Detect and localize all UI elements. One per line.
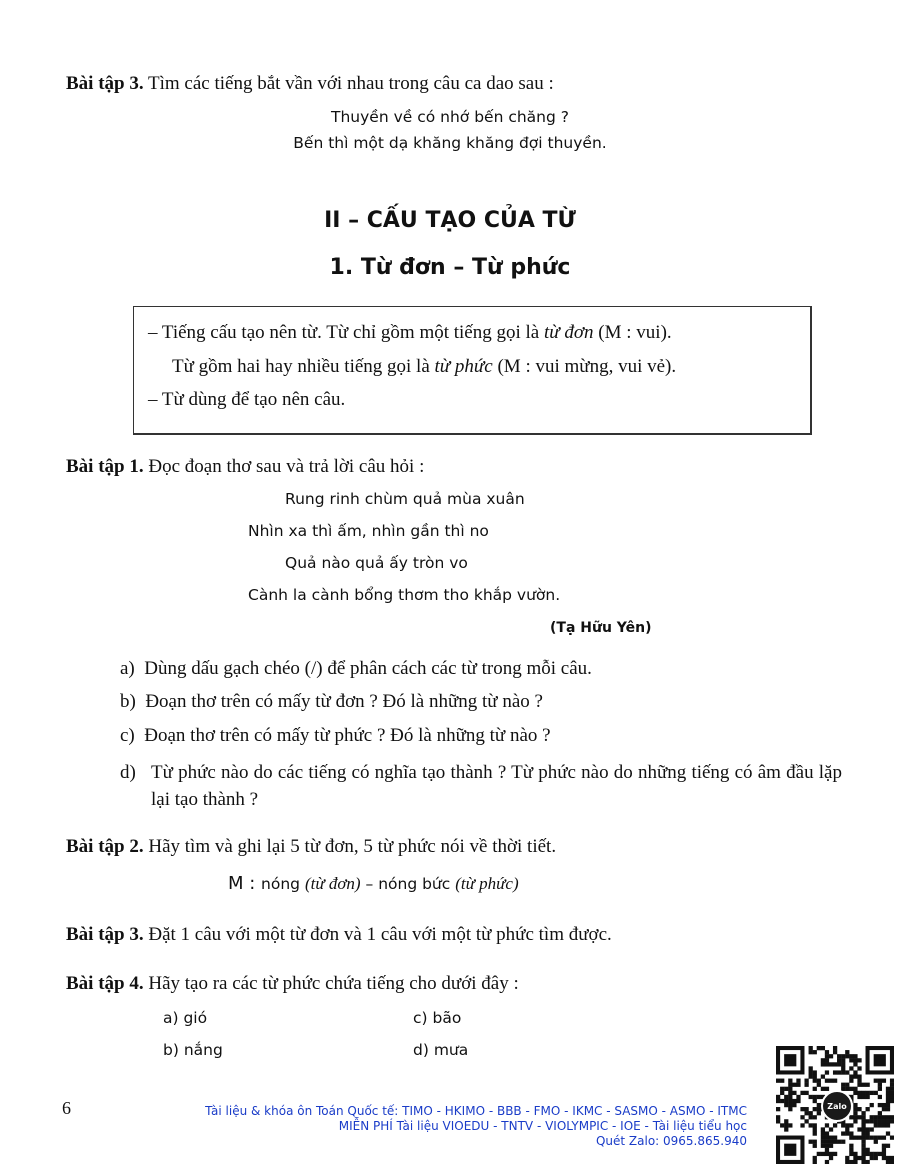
poem-line: Quả nào quả ấy tròn vo: [285, 554, 468, 572]
exercise-label: Bài tập 3.: [66, 73, 144, 94]
exercise-4-prompt: [66, 973, 519, 995]
exercise-3-prompt: [66, 924, 612, 946]
question-d: [120, 759, 842, 813]
definition-text: – Tiếng cấu tạo nên từ. Từ chỉ gồm một tiếng gọi là: [148, 322, 544, 343]
exercise-3-top-prompt: [66, 73, 554, 95]
exercise-2-prompt: [66, 836, 556, 858]
poem-line: Cành la cành bổng thơm tho khắp vườn.: [248, 586, 561, 604]
footer-line: Quét Zalo: 0965.865.940: [595, 1134, 747, 1148]
page-number: 6: [62, 1098, 71, 1118]
footer-line: MIỄN PHÍ Tài liệu VIOEDU - TNTV - VIOLYMPIC - IOE - Tài liệu tiểu học: [338, 1119, 747, 1133]
question-text: Đoạn thơ trên có mấy từ phức ? Đó là những từ nào ?: [144, 725, 551, 746]
definition-line: – Từ dùng để tạo nên câu.: [148, 389, 346, 410]
question-text: Dùng dấu gạch chéo (/) để phân cách các từ trong mỗi câu.: [144, 658, 592, 679]
verse-line: Bến thì một dạ khăng khăng đợi thuyền.: [293, 134, 607, 152]
exercise-text: Hãy tạo ra các từ phức chứa tiếng cho dưới đây :: [143, 973, 519, 994]
example-type: (từ đơn): [304, 874, 361, 893]
exercise-label: Bài tập 3.: [66, 924, 144, 945]
question-key: c): [120, 725, 135, 746]
example-word: – nóng bức: [360, 875, 456, 893]
example-type: (từ phức): [455, 874, 519, 893]
definition-text: (M : vui).: [593, 322, 672, 343]
definition-line: [148, 322, 672, 344]
item-d: d) mưa: [413, 1041, 469, 1059]
example-word: nóng: [261, 875, 305, 893]
exercise-label: Bài tập 4.: [66, 973, 144, 994]
exercise-1-prompt: [66, 456, 424, 478]
item-b: b) nắng: [163, 1041, 223, 1059]
exercise-text: Tìm các tiếng bắt vần với nhau trong câu ca dao sau :: [143, 73, 554, 94]
subsection-title: 1. Từ đơn – Từ phức: [329, 255, 571, 280]
question-key: a): [120, 658, 135, 679]
item-c: c) bão: [413, 1009, 462, 1027]
question-key: d): [120, 762, 136, 783]
term-tu-phuc: từ phức: [434, 356, 493, 377]
term-tu-don: từ đơn: [544, 322, 594, 343]
item-a: a) gió: [163, 1009, 208, 1027]
poem-author: (Tạ Hữu Yên): [550, 620, 652, 636]
footer-line: Tài liệu & khóa ôn Toán Quốc tế: TIMO - HKIMO - BBB - FMO - IKMC - SASMO - ASMO - ITMC: [205, 1104, 747, 1118]
question-c: [120, 725, 551, 747]
zalo-qr-code[interactable]: [776, 1046, 894, 1164]
question-key: b): [120, 691, 136, 712]
definition-text: Từ gồm hai hay nhiều tiếng gọi là: [172, 356, 435, 377]
exercise-label: Bài tập 2.: [66, 836, 144, 857]
definition-text: (M : vui mừng, vui vẻ).: [492, 356, 677, 377]
question-b: [120, 691, 543, 713]
exercise-2-example: [228, 873, 519, 894]
definition-line: [172, 356, 676, 378]
exercise-label: Bài tập 1.: [66, 456, 144, 477]
question-text: Đoạn thơ trên có mấy từ đơn ? Đó là những từ nào ?: [145, 691, 543, 712]
zalo-badge: [821, 1090, 853, 1122]
zalo-badge-label: Zalo: [827, 1101, 847, 1111]
exercise-text: Đặt 1 câu với một từ đơn và 1 câu với một từ phức tìm được.: [143, 924, 612, 945]
exercise-text: Đọc đoạn thơ sau và trả lời câu hỏi :: [143, 456, 425, 477]
question-text: Từ phức nào do các tiếng có nghĩa tạo thành ? Từ phức nào do những tiếng có âm đầu lặp lại tạo thành ?: [151, 762, 842, 810]
verse-line: Thuyền về có nhớ bến chăng ?: [331, 108, 569, 126]
poem-line: Rung rinh chùm quả mùa xuân: [285, 490, 525, 508]
section-title: II – CẤU TẠO CỦA TỪ: [324, 208, 576, 233]
example-marker: M :: [228, 873, 262, 894]
question-a: [120, 658, 592, 680]
poem-line: Nhìn xa thì ấm, nhìn gần thì no: [248, 522, 489, 540]
exercise-text: Hãy tìm và ghi lại 5 từ đơn, 5 từ phức nói về thời tiết.: [143, 836, 557, 857]
